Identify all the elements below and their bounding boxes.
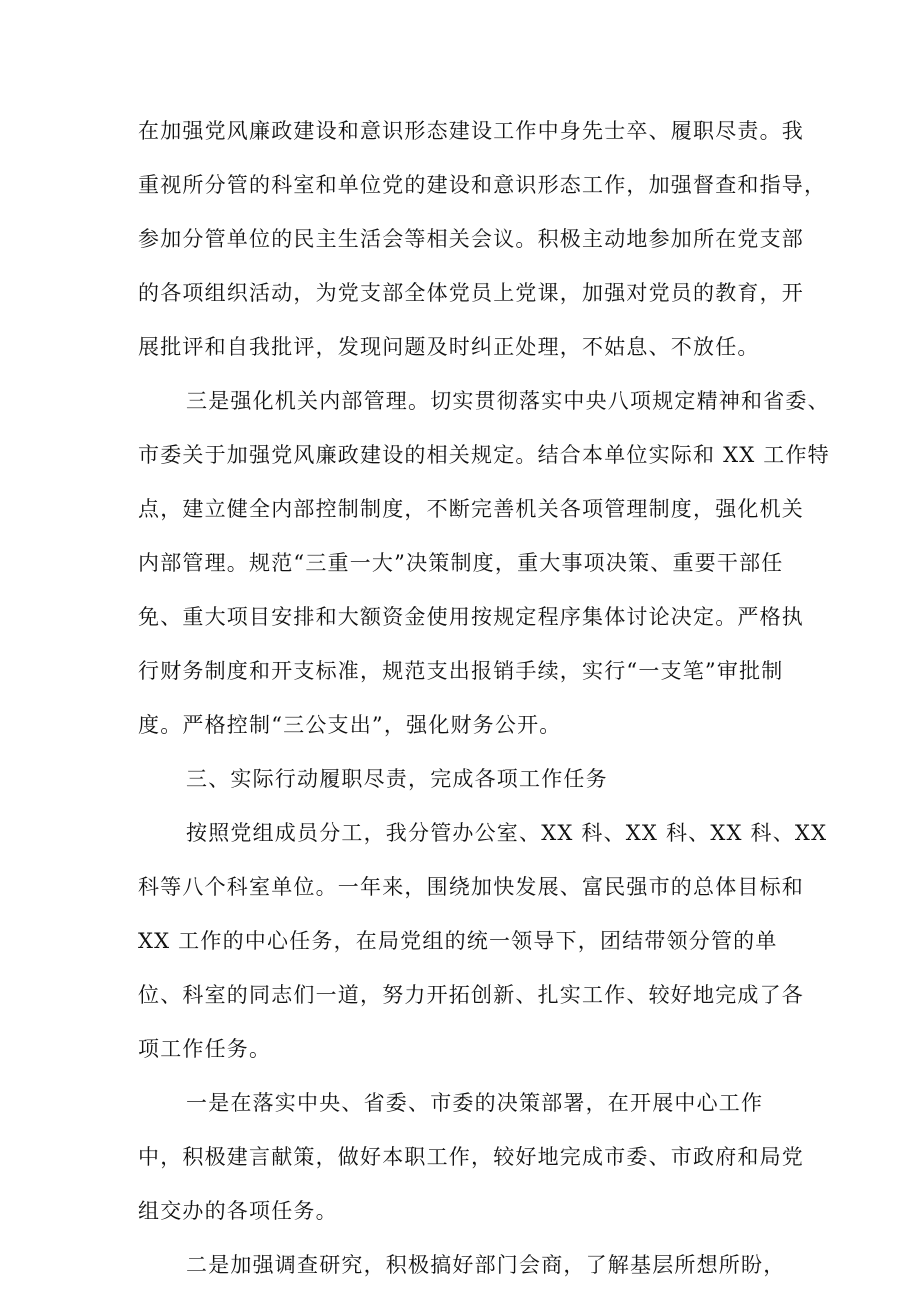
paragraph-line: 参加分管单位的民主生活会等相关会议。积极主动地参加所在党支部 [138,227,804,251]
paragraph-line: 市委关于加强党风廉政建设的相关规定。结合本单位实际和 XX 工作特 [138,443,830,467]
paragraph-line: 在加强党风廉政建设和意识形态建设工作中身先士卒、履职尽责。我 [138,119,804,143]
paragraph-line: 的各项组织活动，为党支部全体党员上党课，加强对党员的教育，开 [138,281,804,305]
paragraph-line: 行财务制度和开支标准，规范支出报销手续，实行“一支笔”审批制 [138,659,784,683]
paragraph-line: 免、重大项目安排和大额资金使用按规定程序集体讨论决定。严格执 [138,605,804,629]
paragraph-line: 按照党组成员分工，我分管办公室、XX 科、XX 科、XX 科、XX [186,821,828,845]
paragraph-line: 内部管理。规范“三重一大”决策制度，重大事项决策、重要干部任 [138,551,784,575]
paragraph-line: 点，建立健全内部控制制度，不断完善机关各项管理制度，强化机关 [138,497,804,521]
paragraph-line: 项工作任务。 [138,1037,272,1061]
paragraph-line: 二是加强调查研究，积极搞好部门会商，了解基层所想所盼， [186,1253,786,1277]
paragraph-line: 展批评和自我批评，发现问题及时纠正处理，不姑息、不放任。 [138,335,760,359]
paragraph-line: 位、科室的同志们一道，努力开拓创新、扎实工作、较好地完成了各 [138,983,804,1007]
paragraph-line: 科等八个科室单位。一年来，围绕加快发展、富民强市的总体目标和 [138,875,804,899]
paragraph-line: 度。严格控制“三公支出”，强化财务公开。 [138,713,562,737]
section-heading: 三、实际行动履职尽责，完成各项工作任务 [186,767,608,791]
paragraph-line: 重视所分管的科室和单位党的建设和意识形态工作，加强督查和指导， [138,173,827,197]
paragraph-line: 组交办的各项任务。 [138,1199,338,1223]
paragraph-line: 三是强化机关内部管理。切实贯彻落实中央八项规定精神和省委、 [186,389,830,413]
paragraph-line: 中，积极建言献策，做好本职工作，较好地完成市委、市政府和局党 [138,1145,804,1169]
paragraph-line: XX 工作的中心任务，在局党组的统一领导下，团结带领分管的单 [138,929,778,953]
paragraph-line: 一是在落实中央、省委、市委的决策部署，在开展中心工作 [186,1091,764,1115]
